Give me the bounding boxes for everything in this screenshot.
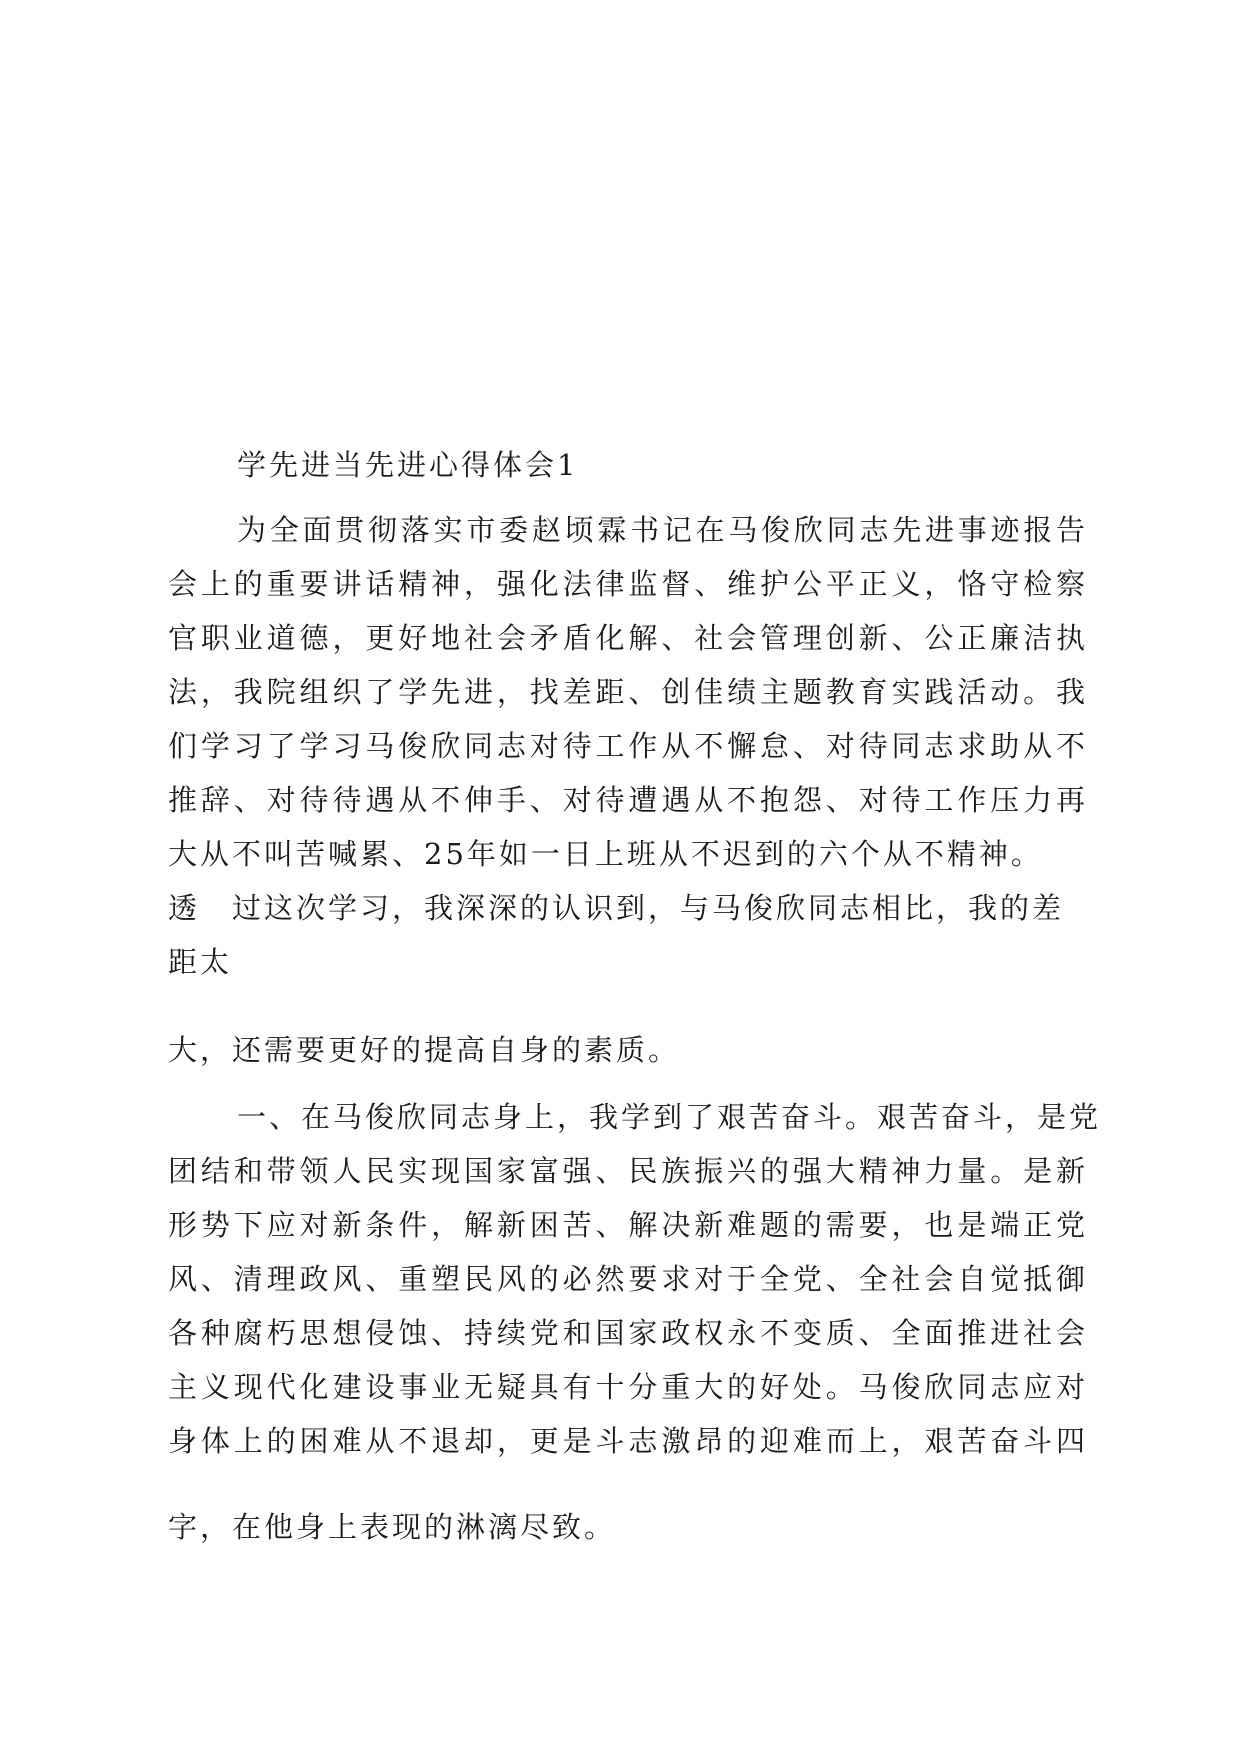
paragraph-line: 透 过这次学习，我深深的认识到，与马俊欣同志相比，我的差 [168,891,1065,925]
paragraph-line: 身体上的困难从不退却，更是斗志激昂的迎难而上，艰苦奋斗四 [168,1424,1088,1458]
paragraph-line: 大，还需要更好的提高自身的素质。 [168,1033,681,1067]
paragraph-line: 距太 [168,945,233,979]
document-title: 学先进当先进心得体会1 [237,448,579,482]
paragraph-line: 官职业道德，更好地社会矛盾化解、社会管理创新、公正廉洁执 [168,621,1088,655]
paragraph-line: 为全面贯彻落实市委赵顷霖书记在马俊欣同志先进事迹报告 [237,513,1088,547]
paragraph-line: 会上的重要讲话精神，强化法律监督、维护公平正义，恪守检察 [168,567,1088,601]
paragraph-line: 法，我院组织了学先进，找差距、创佳绩主题教育实践活动。我 [168,675,1088,709]
paragraph-line: 主义现代化建设事业无疑具有十分重大的好处。马俊欣同志应对 [168,1370,1088,1404]
paragraph-line: 形势下应对新条件，解新困苦、解决新难题的需要，也是端正党 [168,1208,1088,1242]
paragraph-line: 们学习了学习马俊欣同志对待工作从不懈怠、对待同志求助从不 [168,729,1088,763]
paragraph-line: 字，在他身上表现的淋漓尽致。 [168,1510,617,1544]
paragraph-line: 一、在马俊欣同志身上，我学到了艰苦奋斗。艰苦奋斗，是党 [237,1100,1102,1134]
paragraph-line: 各种腐朽思想侵蚀、持续党和国家政权永不变质、全面推进社会 [168,1316,1088,1350]
paragraph-line: 风、清理政风、重塑民风的必然要求对于全党、全社会自觉抵御 [168,1262,1088,1296]
paragraph-line: 大从不叫苦喊累、25年如一日上班从不迟到的六个从不精神。 [168,837,1043,871]
paragraph-line: 推辞、对待待遇从不伸手、对待遭遇从不抱怨、对待工作压力再 [168,783,1088,817]
paragraph-line: 团结和带领人民实现国家富强、民族振兴的强大精神力量。是新 [168,1154,1088,1188]
